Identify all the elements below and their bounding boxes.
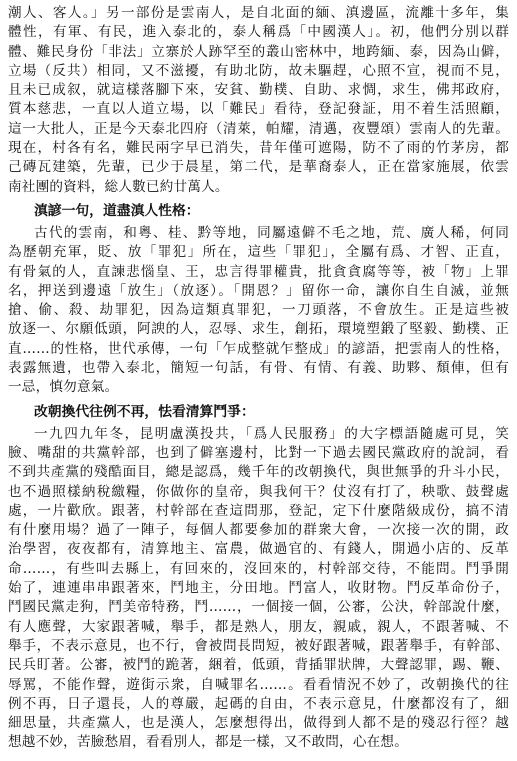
text-line: 有人應聲，大家跟著喊，舉手，都是熟人，朋友，親戚，親人，不跟著喊、不 xyxy=(8,618,509,635)
text-line: 南社團的資料，総人數已約廿萬人。 xyxy=(8,178,229,195)
text-line: 例不再，日子還長，人的尊嚴，起碼的自由，不表示意見，什麼都沒有了，細 xyxy=(8,695,509,712)
text-line: 鬥國民黨走狗，鬥美帝特務，鬥……，一個接一個，公審，公決，幹部說什麼， xyxy=(8,599,509,616)
text-line: 現在，村各有名，難民兩字早已消失，昔年僅可遮陽，防不了雨的竹茅房，都 xyxy=(8,140,509,157)
text-line: 有骨氣的人，直諫悲惱皇、王，忠言得罪權貴，批貪貪腐等等，被「物」上罪 xyxy=(8,263,509,280)
text-line: 命……，有些叫去縣上，有回來的，沒回來的，村幹部交待，不能問。鬥爭開 xyxy=(8,560,509,577)
text-line: 古代的雲南，和粵、桂、黔等地，同屬遠僻不毛之地，荒、廣人稀，何同 xyxy=(34,224,509,241)
text-line: 臉、嘴甜的共黨幹部，也到了僻塞邊村，比對一下過去國民黨政府的說詞，看 xyxy=(8,444,509,461)
text-line: 處，一片歡欣。跟著，村幹部在查這問那，登記，定下什麼階級成份，搞不清 xyxy=(8,502,509,519)
text-line: 己磚瓦建築，先輩，已少于晨星，第二代，是華裔泰人，正在當家施展，依雲 xyxy=(8,159,509,176)
text-line: 辱罵，不能作聲，遊街示衆，自喊罪名……。看看情況不妙了，改朝換代的往 xyxy=(8,676,509,693)
text-line: 體、難民身份「非法」立寨於人跡罕至的叢山密林中，地跨緬、泰，因為山僻， xyxy=(8,43,509,60)
text-line: 這一大批人，正是今天泰北四府（清萊，帕耀，清邁，夜豐頌）雲南人的先輩。 xyxy=(8,120,509,137)
section-paragraph-intro xyxy=(8,4,509,197)
text-line: 始了，連連串串跟著來，鬥地主，分田地。鬥富人，收財物。鬥反革命份子， xyxy=(8,580,509,597)
text-line: 治學習，夜夜都有，清算地主、富農，做過官的、有錢人，開過小店的、反革 xyxy=(8,541,509,558)
text-line: 想越不妙，苦臉愁眉，看看別人，都是一樣，又不敢問，心在想。 xyxy=(8,734,409,751)
text-line: 體性，有軍、有民，進入泰北的，泰人稱爲「中國漢人」。初，他們分別以群 xyxy=(8,24,509,41)
section-paragraph-struggle xyxy=(8,425,509,753)
text-line: 立場（反共）相同，又不滋擾，有助北防，故未驅趕，心照不宣，視而不見， xyxy=(8,62,509,79)
text-line: 有什麼用場？過了一陣子，每個人都要參加的群衆大會，一次接一次的開，政 xyxy=(8,522,509,539)
section-heading-yunnan-proverb: 滇諺一句，道盡滇人性格： xyxy=(34,202,200,219)
text-line: 質本慈悲，一直以人道立場，以「難民」看待，登記發証，用不着生活照顧， xyxy=(8,101,509,118)
text-line: 細思量，共產黨人，也是漢人，怎麼想得出，做得到人都不是的殘忍行徑？越 xyxy=(8,715,509,732)
text-line: 為歷朝充軍，貶、放「罪犯」所在，這些「罪犯」，全屬有爲、才智、正直， xyxy=(8,244,509,261)
text-line: 不到共產黨的殘酷面目，總是認爲，幾千年的改朝換代，與世無爭的升斗小民， xyxy=(8,464,509,481)
text-line: 表露無遺，也帶入泰北，簡短一句話，有骨、有情、有義、助夥、頹俥，但有 xyxy=(8,360,509,377)
text-line: 名，押送到邊遠「放生」（放逐）。「開恩？」留你一命，讓你自生自滅，並無 xyxy=(8,282,509,299)
text-line: 放逐一、尔願低頭，阿諛的人，忍辱、求生，創拓，環境塑鍛了堅毅、勤樸、正 xyxy=(8,321,509,338)
text-line: 搶、偷、殺、劫罪犯，因為這類真罪犯，一刀頭落，不會放生。正是這些被 xyxy=(8,302,509,319)
text-line: 也不過照樣納稅繳糧，你做你的皇帝，與我何干？仗沒有打了，秧歌、鼓聲處 xyxy=(8,483,509,500)
text-line: 民兵盯著。公審，被鬥的跪著，綑着，低頭，背插罪狀牌，大聲認罪，踢、鞭、 xyxy=(8,657,509,674)
text-line: 一九四九年冬，昆明盧漢投共，「爲人民服務」的大字標語隨處可見，笑 xyxy=(34,425,509,442)
text-line: 舉手，不表示意見，也不行，會被問長問短，被好跟著喊，跟著舉手，有幹部、 xyxy=(8,637,509,654)
section-paragraph-yunnan-character xyxy=(8,224,509,398)
text-line: 且未已成叙，就這樣落腳下來，安貧、勤樸、自助、求惆，求生，佛邦政府， xyxy=(8,82,509,99)
section-heading-struggle: 改朝換代往例不再，怯看清算鬥爭： xyxy=(34,403,255,420)
text-line: 潮人、客人。」另一部份是雲南人，是自北面的緬、滇邊區，流離十多年，集 xyxy=(8,5,509,21)
text-line: 一忌，慎勿意氣。 xyxy=(8,379,119,396)
text-line: 直……的性格，世代承傳，一句「乍成整就乍整成」的諺語，把雲南人的性格， xyxy=(8,340,509,357)
